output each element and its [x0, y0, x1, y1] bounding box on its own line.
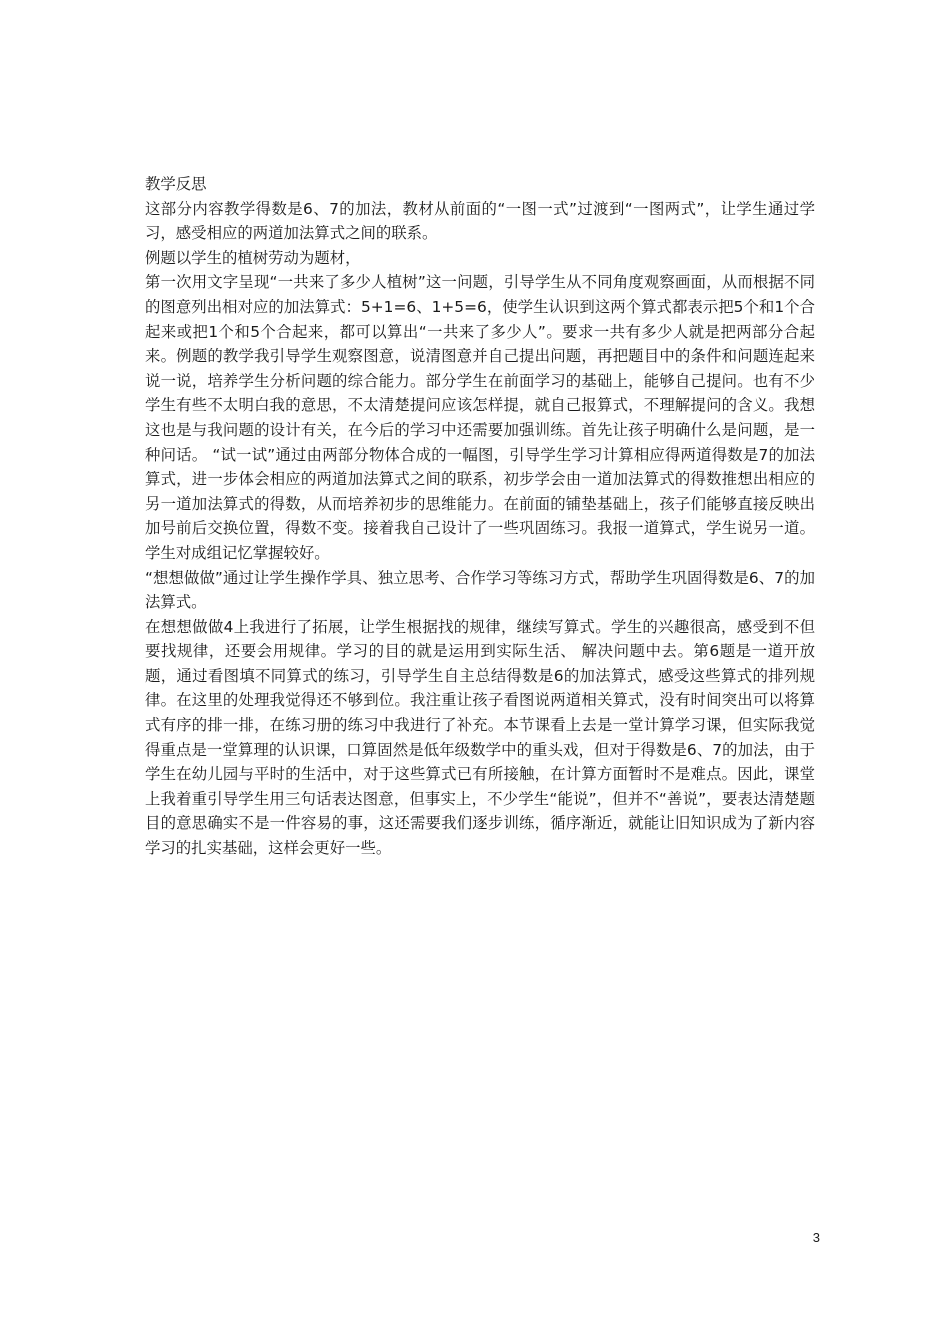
paragraph-intro: 这部分内容教学得数是6、7的加法，教材从前面的“一图一式”过渡到“一图两式”，让学生通过学习，感受相应的两道加法算式之间的联系。: [145, 199, 815, 243]
page-number: 3: [812, 1230, 820, 1245]
paragraph-think-and-do: “想想做做”通过让学生操作学具、独立思考、合作学习等练习方式，帮助学生巩固得数是6、7的加法算式。: [145, 568, 816, 612]
paragraph-example-teaching: 第一次用文字呈现“一共来了多少人植树”这一问题，引导学生从不同角度观察画面，从而根据不同的图意列出相对应的加法算式：5+1=6、1+5=6，使学生认识到这两个算式都表示把5个和1个合起来或把1个和5个合起来，都可以算出“一共来了多少人”。要求一共有多少人就是把两部分合起来。例题的教学我引导学生观察图意，说清图意并自己提出问题，再把题目中的条件和问题连起来说一说，培养学生分析问题的综合能力。部分学生在前面学习的基础上，能够自己提问。也有不少学生有些不太明白我的意思，不太清楚提问应该怎样提，就自己报算式，不理解提问的含义。我想这也是与我问题的设计有关，在今后的学习中还需要加强训练。首先让孩子明确什么是问题，是一种问话。 “试一试”通过由两部分物体合成的一幅图，引导学生学习计算相应得两道得数是7的加法算式，进一步体会相应的两道加法算式之间的联系，初步学会由一道加法算式的得数推想出相应的另一道加法算式的得数，从而培养初步的思维能力。在前面的铺垫基础上，孩子们能够直接反映出加号前后交换位置，得数不变。接着我自己设计了一些巩固练习。我报一道算式，学生说另一道。学生对成组记忆掌握较好。: [145, 273, 815, 562]
paragraph-extension: 在想想做做4上我进行了拓展，让学生根据找的规律，继续写算式。学生的兴趣很高，感受到不但要找规律，还要会用规律。学习的目的就是运用到实际生活、 解决问题中去。第6题是一道开放题，通过看图填不同算式的练习，引导学生自主总结得数是6的加法算式，感受这些算式的排列规律。在这里的处理我觉得还不够到位。我注重让孩子看图说两道相关算式，没有时间突出可以将算式有序的排一排，在练习册的练习中我进行了补充。本节课看上去是一堂计算学习课，但实际我觉得重点是一堂算理的认识课，口算固然是低年级数学中的重头戏，但对于得数是6、7的加法，由于学生在幼儿园与平时的生活中，对于这些算式已有所接触，在计算方面暂时不是难点。因此，课堂上我着重引导学生用三句话表达图意，但事实上，不少学生“能说”，但并不“善说”，要表达清楚题目的意思确实不是一件容易的事，这还需要我们逐步训练，循序渐近，就能让旧知识成为了新内容学习的扎实基础，这样会更好一些。: [145, 617, 815, 858]
document-body: [145, 172, 815, 861]
paragraph-example-topic: 例题以学生的植树劳动为题材，: [145, 248, 361, 267]
section-heading: 教学反思: [145, 175, 207, 193]
